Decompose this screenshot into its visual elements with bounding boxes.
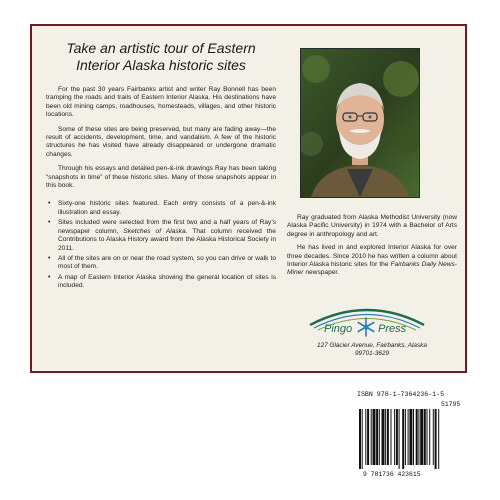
publisher-address — [302, 342, 442, 358]
feature-list — [46, 200, 276, 290]
barcode-bar — [427, 409, 428, 465]
address-line: 127 Glacier Avenue, Fairbanks, Alaska — [317, 342, 427, 349]
barcode-bar — [416, 409, 418, 465]
barcode-bar — [359, 409, 361, 469]
bullet-icon: • — [48, 254, 51, 262]
barcode-bar — [373, 409, 376, 465]
barcode-bar — [385, 409, 386, 465]
cover-title — [46, 40, 276, 74]
barcode-bar — [438, 409, 439, 469]
feature-list-item — [46, 219, 276, 253]
publisher-name-right: Press — [378, 323, 407, 335]
barcode-bar — [433, 409, 434, 465]
barcode-bar — [402, 409, 404, 469]
barcode-bar — [365, 409, 366, 465]
barcode-bar — [371, 409, 372, 465]
author-photo — [300, 48, 420, 198]
feature-text: Sixty-one historic sites featured. Each entry consists of a pen-&-ink illustration and essay. — [58, 200, 276, 216]
column-name: Sketches of Alaska. — [123, 227, 188, 235]
barcode-bar — [418, 409, 419, 465]
barcode-bar — [362, 409, 363, 469]
feature-text: Sites included were selected from the first two and a half years of Ray’s newspaper column, — [58, 219, 276, 235]
barcode-bar — [394, 409, 395, 465]
intro-paragraph: For the past 30 years Fairbanks artist and writer Ray Bonnell has been tramping the roads and trails of Eastern Interior Alaska. His destinations have been old mining camps, roadhouses, homesteads, villages, and other historic locations. — [46, 86, 276, 119]
cover-title-line-2: Interior Alaska historic sites — [76, 57, 246, 73]
newspaper-name: Fairbanks Daily News-Miner — [287, 261, 457, 277]
address-line: 99701-3629 — [354, 350, 390, 357]
barcode-bar — [408, 409, 409, 465]
publisher-name-left: Pingo — [324, 323, 353, 335]
barcode-bar — [429, 409, 430, 465]
barcode-bar — [409, 409, 412, 465]
feature-list-item — [46, 274, 276, 291]
isbn-label: ISBN 978-1-7364236-1-5 — [357, 391, 445, 398]
bio-text: newspaper. — [305, 269, 340, 277]
bullet-icon: • — [48, 219, 51, 227]
barcode-bar — [399, 409, 400, 469]
barcode-bar — [424, 409, 426, 465]
barcode-bar — [367, 409, 369, 465]
publisher-logo — [292, 301, 442, 371]
barcode-bar — [420, 409, 423, 465]
intro-paragraph: Some of these sites are being preserved, but many are fading away—the result of accidents, development, time, and vandalism. A few of the historic structures he has visited have already disappeared or undergone dramatic changes. — [46, 125, 276, 158]
barcode-bar — [379, 409, 380, 465]
barcode-bar — [435, 409, 437, 469]
barcode-number: 9 781736 423615 — [363, 471, 421, 478]
bullet-icon: • — [48, 200, 51, 208]
barcode-bar — [396, 409, 398, 465]
barcode-bar — [382, 409, 385, 465]
feature-text: That column received the Contributions to Alaska History award from the Alaska Historical Society in 2011. — [58, 227, 276, 252]
price-code: 51795 — [441, 401, 461, 408]
barcode-bar — [405, 409, 406, 465]
feature-text: All of the sites are on or near the road system, so you can drive or walk to most of them. — [58, 254, 276, 271]
bio-text: He has lived in and explored Interior Alaska for over three decades. Since 2010 he has written a column about Interior Alaska historic sites for the — [287, 244, 457, 269]
cover-title-line-1: Take an artistic tour of Eastern — [66, 40, 256, 56]
isbn-barcode — [353, 391, 471, 483]
barcode-bar — [387, 409, 389, 465]
barcode-icon — [353, 409, 471, 471]
back-cover-panel — [30, 24, 467, 373]
feature-list-item — [46, 255, 276, 272]
barcode-bar — [391, 409, 392, 465]
bio-paragraph — [287, 244, 457, 278]
snowflake-icon — [356, 317, 376, 337]
bio-paragraph: Ray graduated from Alaska Methodist University (now Alaska Pacific University) in 1974 with a Bachelor of Arts degree in anthropology and art. — [287, 214, 457, 238]
feature-text: A map of Eastern Interior Alaska showing the general location of sites is included. — [58, 273, 276, 290]
barcode-bar — [413, 409, 414, 465]
intro-paragraph: Through his essays and detailed pen-&-ink drawings Ray has been taking “snapshots in time” of these historic sites. Many of those snapshots appear in this book. — [46, 165, 276, 190]
barcode-bar — [376, 409, 378, 465]
author-bio — [287, 214, 457, 283]
blurb-column — [46, 86, 276, 293]
bullet-icon: • — [48, 273, 51, 281]
feature-list-item — [46, 200, 276, 217]
